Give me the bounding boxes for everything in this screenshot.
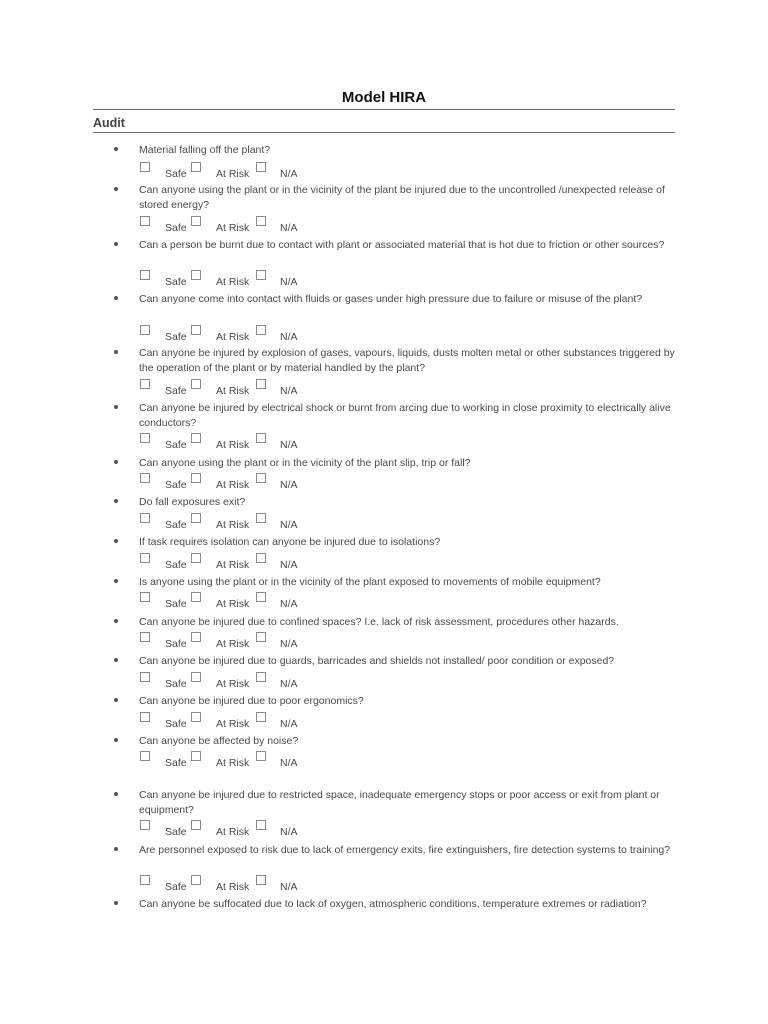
bullet-icon <box>114 792 118 796</box>
na-label: N/A <box>280 439 298 451</box>
answer-options <box>139 553 439 573</box>
at-risk-checkbox[interactable] <box>191 820 201 830</box>
section-heading: Audit <box>93 116 125 130</box>
na-label: N/A <box>280 479 298 491</box>
safe-checkbox[interactable] <box>140 553 150 563</box>
na-label: N/A <box>280 559 298 571</box>
bullet-icon <box>114 619 118 623</box>
at-risk-label: At Risk <box>216 638 250 650</box>
safe-checkbox[interactable] <box>140 712 150 722</box>
na-checkbox[interactable] <box>256 513 266 523</box>
answer-options <box>139 592 439 612</box>
na-label: N/A <box>280 638 298 650</box>
answer-options <box>139 712 439 732</box>
answer-options <box>139 433 439 453</box>
na-checkbox[interactable] <box>256 592 266 602</box>
bullet-icon <box>114 460 118 464</box>
na-checkbox[interactable] <box>256 379 266 389</box>
na-label: N/A <box>280 598 298 610</box>
at-risk-label: At Risk <box>216 757 250 769</box>
na-checkbox[interactable] <box>256 820 266 830</box>
bullet-icon <box>114 738 118 742</box>
at-risk-checkbox[interactable] <box>191 592 201 602</box>
na-checkbox[interactable] <box>256 270 266 280</box>
bullet-icon <box>114 698 118 702</box>
answer-options <box>139 270 439 290</box>
safe-checkbox[interactable] <box>140 751 150 761</box>
at-risk-label: At Risk <box>216 168 250 180</box>
safe-label: Safe <box>165 757 187 769</box>
at-risk-checkbox[interactable] <box>191 270 201 280</box>
safe-label: Safe <box>165 881 187 893</box>
na-label: N/A <box>280 276 298 288</box>
safe-checkbox[interactable] <box>140 270 150 280</box>
bullet-icon <box>114 499 118 503</box>
question-text: Can anyone be affected by noise? <box>139 735 299 747</box>
bullet-icon <box>114 147 118 151</box>
at-risk-label: At Risk <box>216 678 250 690</box>
at-risk-label: At Risk <box>216 439 250 451</box>
safe-checkbox[interactable] <box>140 473 150 483</box>
at-risk-label: At Risk <box>216 881 250 893</box>
bullet-icon <box>114 187 118 191</box>
safe-checkbox[interactable] <box>140 325 150 335</box>
answer-options <box>139 162 439 182</box>
question-text: Can anyone be injured by explosion of gases, vapours, liquids, dusts molten metal or other substances triggered by the operation of the plant or by material handled by the plant? <box>139 347 675 374</box>
at-risk-label: At Risk <box>216 331 250 343</box>
na-checkbox[interactable] <box>256 162 266 172</box>
at-risk-checkbox[interactable] <box>191 162 201 172</box>
answer-options <box>139 216 439 236</box>
question-text: Can anyone be injured due to restricted space, inadequate emergency stops or poor access or exit from plant or equipment? <box>139 789 660 816</box>
na-label: N/A <box>280 678 298 690</box>
page-title: Model HIRA <box>341 89 427 106</box>
na-label: N/A <box>280 331 298 343</box>
na-label: N/A <box>280 385 298 397</box>
safe-checkbox[interactable] <box>140 433 150 443</box>
question-text: Can anyone using the plant or in the vicinity of the plant be injured due to the uncontrolled /unexpected release of stored energy? <box>139 184 665 211</box>
safe-checkbox[interactable] <box>140 875 150 885</box>
bullet-icon <box>114 296 118 300</box>
answer-options <box>139 325 439 345</box>
bullet-icon <box>114 847 118 851</box>
at-risk-checkbox[interactable] <box>191 672 201 682</box>
answer-options <box>139 473 439 493</box>
safe-checkbox[interactable] <box>140 820 150 830</box>
na-checkbox[interactable] <box>256 751 266 761</box>
at-risk-checkbox[interactable] <box>191 553 201 563</box>
question-text: Can anyone using the plant or in the vicinity of the plant slip, trip or fall? <box>139 457 471 469</box>
na-label: N/A <box>280 718 298 730</box>
safe-checkbox[interactable] <box>140 592 150 602</box>
question-text: Can anyone be injured due to confined spaces? I.e. lack of risk assessment, procedures other hazards. <box>139 616 619 628</box>
safe-label: Safe <box>165 222 187 234</box>
question-text: Can anyone be suffocated due to lack of oxygen, atmospheric conditions, temperature extremes or radiation? <box>139 898 647 910</box>
safe-checkbox[interactable] <box>140 162 150 172</box>
at-risk-checkbox[interactable] <box>191 433 201 443</box>
question-text: Can anyone be injured due to guards, barricades and shields not installed/ poor condition or exposed? <box>139 655 615 667</box>
safe-checkbox[interactable] <box>140 672 150 682</box>
at-risk-checkbox[interactable] <box>191 632 201 642</box>
na-checkbox[interactable] <box>256 553 266 563</box>
safe-label: Safe <box>165 385 187 397</box>
safe-label: Safe <box>165 826 187 838</box>
question-text: Can anyone be injured by electrical shock or burnt from arcing due to working in close proximity to electrically alive conductors? <box>139 402 671 429</box>
at-risk-checkbox[interactable] <box>191 751 201 761</box>
at-risk-label: At Risk <box>216 598 250 610</box>
at-risk-checkbox[interactable] <box>191 513 201 523</box>
na-label: N/A <box>280 168 298 180</box>
safe-label: Safe <box>165 479 187 491</box>
na-checkbox[interactable] <box>256 433 266 443</box>
question-text: Is anyone using the plant or in the vicinity of the plant exposed to movements of mobile equipment? <box>139 576 601 588</box>
na-checkbox[interactable] <box>256 712 266 722</box>
safe-label: Safe <box>165 718 187 730</box>
na-label: N/A <box>280 881 298 893</box>
safe-label: Safe <box>165 168 187 180</box>
at-risk-label: At Risk <box>216 385 250 397</box>
na-label: N/A <box>280 757 298 769</box>
na-label: N/A <box>280 826 298 838</box>
at-risk-label: At Risk <box>216 222 250 234</box>
at-risk-label: At Risk <box>216 718 250 730</box>
bullet-icon <box>114 658 118 662</box>
answer-options <box>139 672 439 692</box>
safe-label: Safe <box>165 331 187 343</box>
answer-options <box>139 513 439 533</box>
bullet-icon <box>114 539 118 543</box>
bullet-icon <box>114 242 118 246</box>
question-text: If task requires isolation can anyone be injured due to isolations? <box>139 536 441 548</box>
bullet-icon <box>114 405 118 409</box>
question-text: Can anyone come into contact with fluids or gases under high pressure due to failure or misuse of the plant? <box>139 293 643 305</box>
na-checkbox[interactable] <box>256 672 266 682</box>
title-rule <box>93 109 675 110</box>
safe-label: Safe <box>165 519 187 531</box>
question-text: Can anyone be injured due to poor ergonomics? <box>139 695 364 707</box>
question-text: Can a person be burnt due to contact with plant or associated material that is hot due to friction or other sources? <box>139 239 665 251</box>
answer-options <box>139 875 439 895</box>
at-risk-label: At Risk <box>216 479 250 491</box>
na-label: N/A <box>280 519 298 531</box>
at-risk-checkbox[interactable] <box>191 875 201 885</box>
section-rule <box>93 132 675 133</box>
safe-label: Safe <box>165 598 187 610</box>
na-label: N/A <box>280 222 298 234</box>
na-checkbox[interactable] <box>256 875 266 885</box>
safe-checkbox[interactable] <box>140 216 150 226</box>
question-text: Material falling off the plant? <box>139 144 271 156</box>
safe-label: Safe <box>165 276 187 288</box>
at-risk-label: At Risk <box>216 826 250 838</box>
at-risk-checkbox[interactable] <box>191 325 201 335</box>
at-risk-label: At Risk <box>216 559 250 571</box>
question-text: Do fall exposures exit? <box>139 496 246 508</box>
bullet-icon <box>114 901 118 905</box>
at-risk-checkbox[interactable] <box>191 712 201 722</box>
at-risk-checkbox[interactable] <box>191 216 201 226</box>
bullet-icon <box>114 579 118 583</box>
safe-checkbox[interactable] <box>140 379 150 389</box>
at-risk-checkbox[interactable] <box>191 379 201 389</box>
safe-label: Safe <box>165 559 187 571</box>
at-risk-label: At Risk <box>216 519 250 531</box>
na-checkbox[interactable] <box>256 325 266 335</box>
at-risk-label: At Risk <box>216 276 250 288</box>
na-checkbox[interactable] <box>256 632 266 642</box>
question-text: Are personnel exposed to risk due to lack of emergency exits, fire extinguishers, fire detection systems to training? <box>139 844 671 856</box>
na-checkbox[interactable] <box>256 473 266 483</box>
na-checkbox[interactable] <box>256 216 266 226</box>
answer-options <box>139 632 439 652</box>
answer-options <box>139 751 439 771</box>
safe-label: Safe <box>165 439 187 451</box>
safe-checkbox[interactable] <box>140 513 150 523</box>
answer-options <box>139 820 439 840</box>
answer-options <box>139 379 439 399</box>
at-risk-checkbox[interactable] <box>191 473 201 483</box>
bullet-icon <box>114 350 118 354</box>
safe-label: Safe <box>165 678 187 690</box>
safe-label: Safe <box>165 638 187 650</box>
safe-checkbox[interactable] <box>140 632 150 642</box>
